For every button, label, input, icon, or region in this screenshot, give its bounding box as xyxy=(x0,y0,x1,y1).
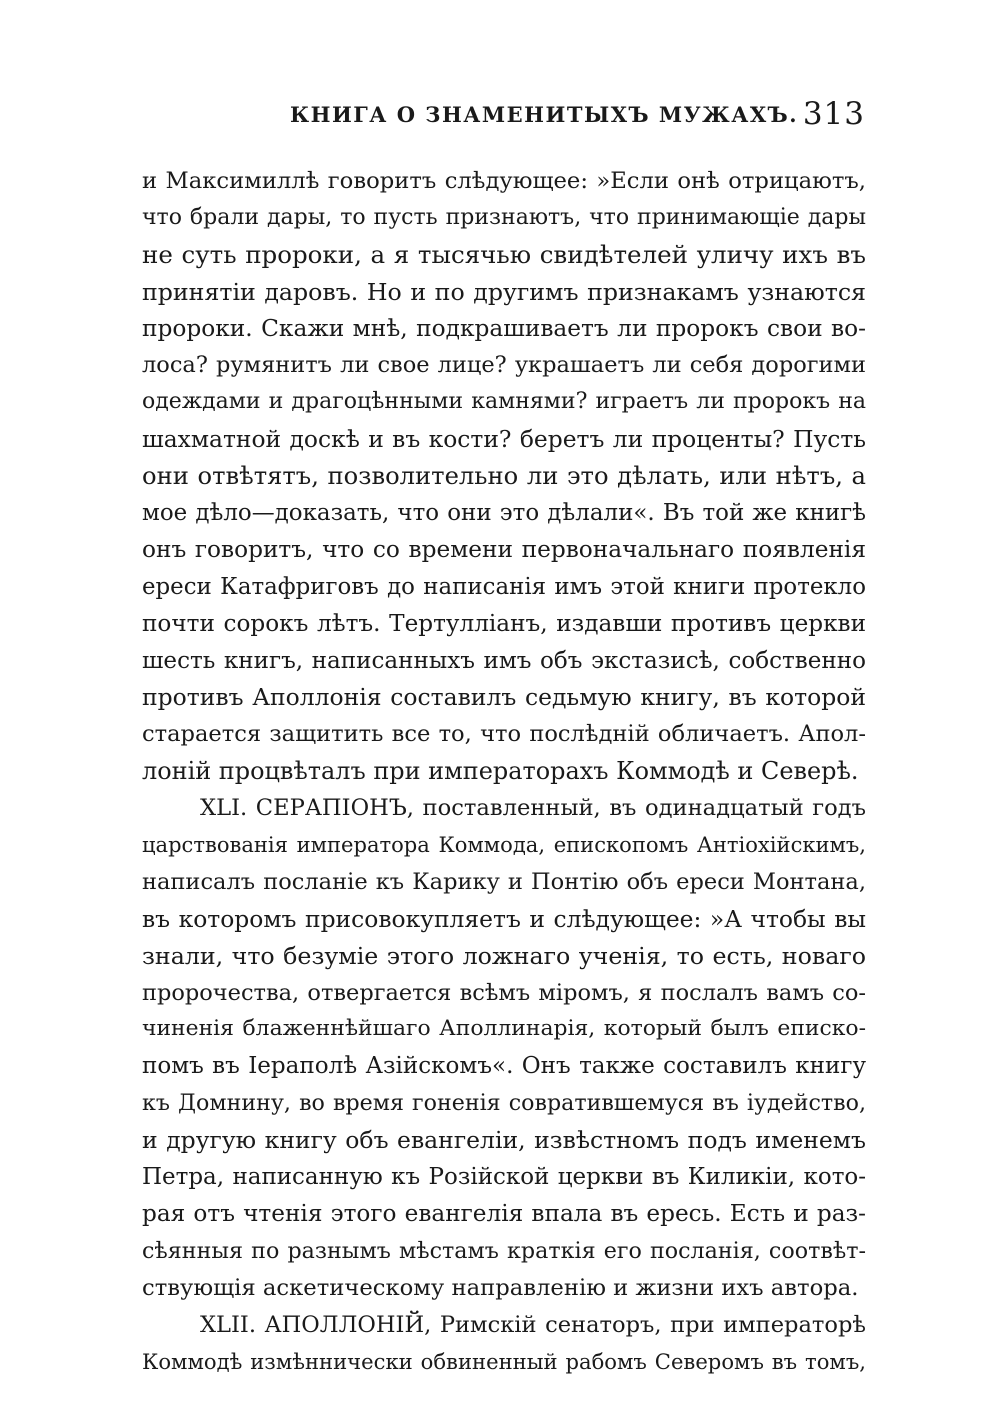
text-line: почти сорокъ лѣтъ. Тертулліанъ, издавши противъ церкви xyxy=(142,610,866,637)
text-line: одеждами и драгоцѣнными камнями? играетъ ли пророкъ на xyxy=(142,389,866,415)
text-line: чиненія блаженнѣйшаго Аполлинарія, который былъ еписко- xyxy=(142,1016,866,1042)
text-line: пророки. Скажи мнѣ, подкрашиваетъ ли пророкъ свои во- xyxy=(142,314,866,342)
text-line: они отвѣтятъ, позволительно ли это дѣлать, или нѣтъ, а xyxy=(142,462,866,491)
text-line: рая отъ чтенія этого евангелія впала въ ересь. Есть и раз- xyxy=(142,1199,866,1227)
text-line: лоса? румянитъ ли свое лице? украшаетъ ли себя дорогими xyxy=(142,352,866,379)
text-line: ереси Катафриговъ до написанія имъ этой книги протекло xyxy=(142,573,866,600)
text-line: XLII. АПОЛЛОНІЙ, Римскій сенаторъ, при императорѣ xyxy=(200,1311,866,1338)
text-line: принятіи даровъ. Но и по другимъ признакамъ узнаются xyxy=(142,277,866,306)
text-line: сѣянныя по разнымъ мѣстамъ краткія его посланія, соотвѣт- xyxy=(142,1237,866,1264)
text-line: царствованія императора Коммода, епископомъ Антіохійскимъ, xyxy=(142,832,866,858)
text-line: въ которомъ присовокупляетъ и слѣдующее: »А чтобы вы xyxy=(142,904,866,933)
text-line: лоній процвѣталъ при императорахъ Коммодѣ и Северѣ. xyxy=(142,757,859,786)
page-number: 313 xyxy=(802,96,865,132)
text-line: къ Домнину, во время гоненія совратившемуся въ іудейство, xyxy=(142,1090,866,1117)
text-line: пророчества, отвергается всѣмъ міромъ, я послалъ вамъ со- xyxy=(142,979,866,1006)
text-line: Петра, написанную къ Розійской церкви въ Киликіи, кото- xyxy=(142,1164,866,1191)
text-line: мое дѣло—доказать, что они это дѣлали«. Въ той же книгѣ xyxy=(142,500,866,527)
text-line: противъ Аполлонія составилъ седьмую книгу, въ которой xyxy=(142,683,866,712)
text-line: помъ въ Іераполѣ Азійскомъ«. Онъ также составилъ книгу xyxy=(142,1053,866,1080)
text-line: знали, что безуміе этого ложнаго ученія, то есть, новаго xyxy=(142,941,866,970)
text-line: что брали дары, то пусть признаютъ, что принимающіе дары xyxy=(142,204,866,230)
text-line: шахматной доскѣ и въ кости? беретъ ли проценты? Пусть xyxy=(142,425,866,454)
text-line: шесть книгъ, написанныхъ имъ объ экстазисѣ, собственно xyxy=(142,647,866,674)
text-line: и другую книгу объ евангеліи, извѣстномъ подъ именемъ xyxy=(142,1126,866,1155)
text-line: ствующія аскетическому направленію и жизни ихъ автора. xyxy=(142,1274,859,1301)
text-line: онъ говоритъ, что со времени первоначальнаго появленія xyxy=(142,535,866,563)
text-line: старается защитить все то, что послѣдній обличаетъ. Апол- xyxy=(142,721,866,748)
text-line: написалъ посланіе къ Карику и Понтію объ ереси Монтана, xyxy=(142,868,866,895)
text-line: Коммодѣ измѣннически обвиненный рабомъ Северомъ въ томъ, xyxy=(142,1348,866,1374)
text-line: XLI. СЕРАПІОНЪ, поставленный, въ одинадцатый годъ xyxy=(200,795,866,822)
running-head xyxy=(140,96,865,136)
body-text xyxy=(142,163,866,1380)
text-line: и Максимиллѣ говоритъ слѣдующее: »Если онѣ отрицаютъ, xyxy=(142,168,866,194)
running-title: КНИГА О ЗНАМЕНИТЫХЪ МУЖАХЪ. xyxy=(290,102,799,127)
text-line: не суть пророки, а я тысячью свидѣтелей уличу ихъ въ xyxy=(142,239,866,269)
